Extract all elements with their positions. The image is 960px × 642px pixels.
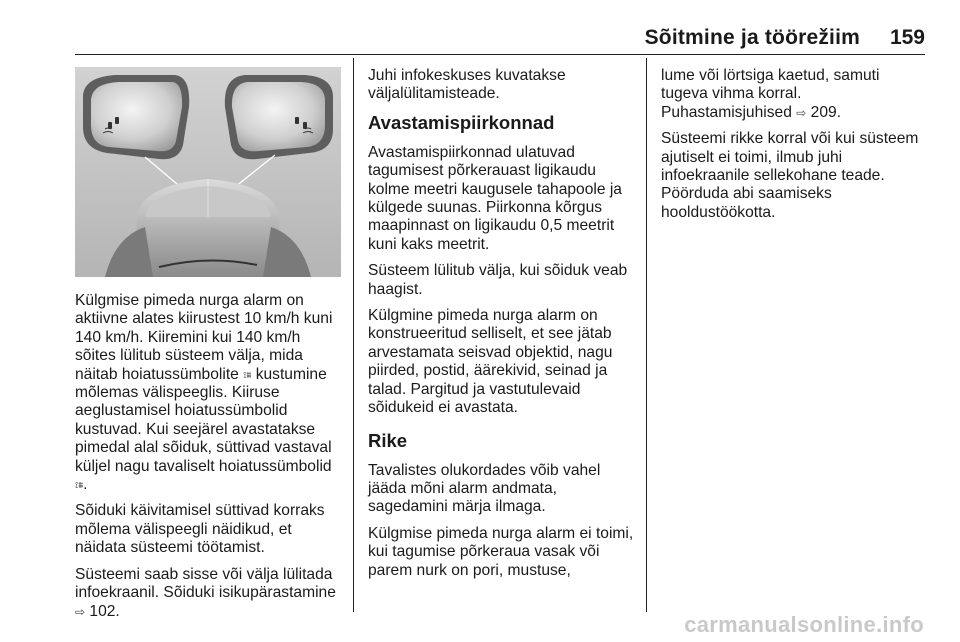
paragraph-text: Puhastamisjuhised xyxy=(661,103,792,121)
page-reference-link[interactable]: 102. xyxy=(89,602,120,620)
paragraph: Tavalistes olukordades võib vahel jääda mõni alarm andmata, sagedamini märja ilmaga. xyxy=(368,461,601,516)
column-3 xyxy=(661,67,929,230)
blind-spot-symbol-icon: ⟟⩩ xyxy=(75,480,84,491)
header-rule xyxy=(75,54,925,55)
paragraph xyxy=(75,292,343,494)
paragraph-text: Süsteemi saab sisse või välja lülitada infoekraanil. Sõiduki isikupärastamine xyxy=(75,565,336,602)
page-reference-arrow-icon: ⇨ xyxy=(796,105,807,120)
paragraph xyxy=(75,566,343,621)
column-1 xyxy=(75,292,343,629)
right-mirror xyxy=(225,75,333,159)
paragraph: Külgmine pimeda nurga alarm on konstrueeritud selliselt, et see jätab arvestamata seisvad objektid, nagu piirded, postid, äärekivid, seinad ja talad. Pargitud ja vastutulevaid sõidukeid ei avastata. xyxy=(368,307,613,417)
section-heading-detection-zones: Avastamispiirkonnad xyxy=(368,111,555,133)
column-divider xyxy=(353,58,354,612)
watermark: carmanualsonline.info xyxy=(684,612,924,637)
paragraph: Süsteemi rikke korral või kui süsteem ajutiselt ei toimi, ilmub juhi infoekraanile sellekohane teade. Pöörduda abi saamiseks hooldustöökotta. xyxy=(661,130,919,221)
paragraph-text: kustumine mõlemas välispeeglis. Kiiruse aeglustamisel hoiatussümbolid kustuvad. Kui seejärel avastatakse pimedal alal sõiduk, süttivad vastaval küljel nagu tavaliselt hoiatussümbolid xyxy=(75,365,332,475)
paragraph: Külgmise pimeda nurga alarm ei toimi, kui tagumise põrkeraua vasak või parem nurk on pori, mustuse, xyxy=(368,524,634,579)
section-heading-fault: Rike xyxy=(368,429,408,451)
blind-spot-illustration xyxy=(75,67,341,277)
paragraph: Juhi infokeskuses kuvatakse väljalülitamisteade. xyxy=(368,67,566,103)
page-number: 159 xyxy=(889,26,925,49)
paragraph-text: . xyxy=(83,476,88,494)
column-divider xyxy=(646,58,647,612)
left-mirror xyxy=(83,75,189,159)
page-reference-arrow-icon: ⇨ xyxy=(75,604,86,619)
paragraph: Sõiduki käivitamisel süttivad korraks mõlema välispeegli näidikud, et näidata süsteemi töötamist. xyxy=(75,502,325,557)
paragraph xyxy=(661,104,929,122)
paragraph: Avastamispiirkonnad ulatuvad tagumisest põrkerauast ligikaudu kolme meetri kaugusele tahapoole ja külgede suunas. Piirkonna kõrgus maapinnast on ligikaudu 0,5 meetrit kuni kaks meetrit. xyxy=(368,143,622,253)
paragraph: Süsteem lülitub välja, kui sõiduk veab haagist. xyxy=(368,262,628,298)
page-header-title: Sõitmine ja töörežiim xyxy=(644,26,860,49)
blind-spot-symbol-icon: ⟟⩩ xyxy=(243,369,252,380)
paragraph: lume või lörtsiga kaetud, samuti tugeva vihma korral. xyxy=(661,67,880,103)
paragraph-text: Külgmise pimeda nurga alarm on aktiivne alates kiirustest 10 km/h kuni 140 km/h. Kiiremini kui 140 km/h sõites lülitub süsteem välja, mida näitab hoiatussümbolite xyxy=(75,292,333,383)
page-reference-link[interactable]: 209. xyxy=(810,103,841,121)
column-2 xyxy=(368,67,638,588)
